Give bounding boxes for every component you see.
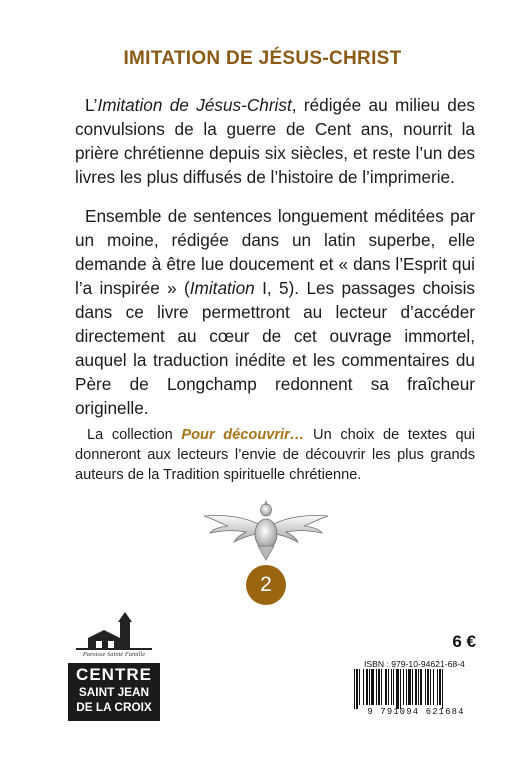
barcode-bar [415,669,417,705]
collection-text: Un choix de textes qui donneront aux lecteurs l’envie de découvrir les plus grands auteurs de la Tradition spirituelle chrétienne. [75,427,475,483]
publisher-parish: Paroisse Sainte Famille [82,651,146,658]
barcode-bar [430,669,431,705]
volume-number-badge: 2 [246,565,286,605]
description-text-1: Ensemble de sentences longuement méditées par un moine, rédigée dans un latin superbe, elle demande à être lue doucement et « dans l’Esprit qui l’a inspirée » ( [75,206,475,298]
barcode-bar [406,669,407,705]
publisher-name-box [68,663,160,721]
barcode-bar [388,669,389,705]
barcode-bar [403,669,404,705]
barcode-bar [437,669,438,705]
barcode-bar [425,669,426,705]
barcode-bar [369,669,370,705]
barcode-bar [396,669,399,709]
barcode-bar [433,669,434,705]
barcode-bar [354,669,355,709]
price: 6 € [452,632,476,651]
description-text-2: I, 5). Les passages choisis dans ce livre permettront au lecteur d’accéder directement au cœur de cet ouvrage immortel, auquel la traduction inédite et les commentaires du Père de Longchamp redonnent sa fraîcheur originelle. [75,278,475,418]
barcode-digits: 9 791094 621684 [367,707,465,717]
collection-lead: La collection [87,427,182,443]
barcode-bar [385,669,387,705]
description-italic: Imitation [189,278,255,298]
barcode-bar [393,669,394,705]
barcode-bar [359,669,360,705]
barcode-bar [442,669,443,709]
barcode-bar [400,669,401,709]
barcode-bar [376,669,377,705]
barcode-bar [418,669,419,705]
isbn-label: ISBN : 979-10-94621-68-4 [364,659,465,669]
barcode-bar [371,669,374,705]
book-title: IMITATION DE JÉSUS-CHRIST [123,48,402,69]
barcode [350,669,482,722]
publisher-line-3: DE LA CROIX [76,700,152,714]
intro-prefix: L’ [85,95,98,115]
barcode-bar [391,669,392,705]
intro-text: , rédigée au milieu des convulsions de la guerre de Cent ans, nourrit la prière chrétienne depuis six siècles, et reste l’un des livres les plus diffusés de l’histoire de l’imprimerie. [75,95,475,187]
intro-italic-title: Imitation de Jésus-Christ [97,95,292,115]
barcode-bar [439,669,441,705]
barcode-bar [408,669,411,705]
barcode-bar [412,669,413,705]
paragraph-description [75,204,475,420]
publisher-line-1: CENTRE [76,665,152,684]
publisher-line-2: SAINT JEAN [78,685,150,699]
barcode-bar [427,669,429,705]
barcode-bar [378,669,380,705]
barcode-bar [366,669,368,705]
collection-blurb [75,425,475,485]
dove-icon [200,496,332,562]
barcode-bars [350,669,482,709]
barcode-bar [363,669,364,705]
publisher-logo [66,612,162,722]
barcode-bar [356,669,358,709]
barcode-bar [381,669,382,705]
collection-name: Pour découvrir… [181,427,305,443]
paragraph-intro [75,93,475,189]
barcode-bar [420,669,422,705]
